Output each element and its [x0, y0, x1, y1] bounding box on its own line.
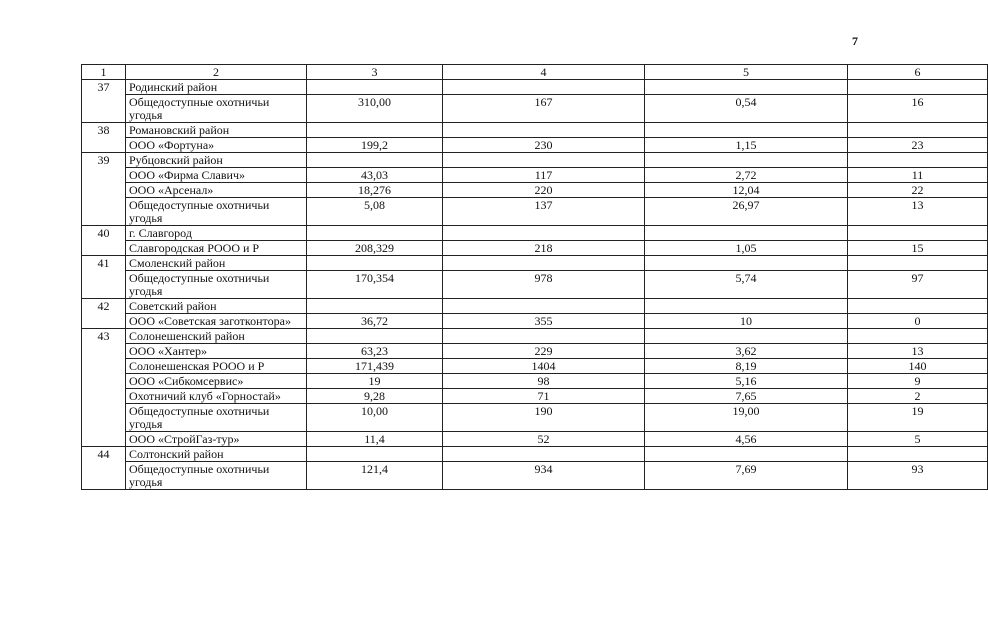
empty-cell — [848, 226, 988, 241]
table-row — [82, 271, 988, 299]
empty-cell — [307, 299, 443, 314]
empty-cell — [307, 153, 443, 168]
value-col-6: 5 — [848, 432, 988, 447]
empty-cell — [443, 226, 645, 241]
value-col-4: 229 — [443, 344, 645, 359]
row-number: 42 — [82, 299, 126, 329]
value-col-4: 355 — [443, 314, 645, 329]
organization-name: Охотничий клуб «Горностай» — [126, 389, 307, 404]
value-col-6: 23 — [848, 138, 988, 153]
empty-cell — [848, 153, 988, 168]
value-col-4: 52 — [443, 432, 645, 447]
column-header: 6 — [848, 65, 988, 80]
value-col-3: 10,00 — [307, 404, 443, 432]
value-col-5: 1,05 — [645, 241, 848, 256]
table-row — [82, 95, 988, 123]
district-row — [82, 80, 988, 95]
empty-cell — [307, 256, 443, 271]
table-row — [82, 432, 988, 447]
empty-cell — [443, 256, 645, 271]
value-col-5: 19,00 — [645, 404, 848, 432]
value-col-4: 218 — [443, 241, 645, 256]
page-number: 7 — [852, 34, 858, 48]
empty-cell — [307, 80, 443, 95]
district-name: Смоленский район — [126, 256, 307, 271]
value-col-4: 137 — [443, 198, 645, 226]
empty-cell — [307, 226, 443, 241]
district-name: г. Славгород — [126, 226, 307, 241]
value-col-4: 934 — [443, 462, 645, 490]
table-row — [82, 198, 988, 226]
value-col-3: 18,276 — [307, 183, 443, 198]
value-col-4: 230 — [443, 138, 645, 153]
table-row — [82, 183, 988, 198]
value-col-3: 310,00 — [307, 95, 443, 123]
value-col-4: 117 — [443, 168, 645, 183]
district-name: Романовский район — [126, 123, 307, 138]
organization-name: ООО «Фортуна» — [126, 138, 307, 153]
value-col-3: 9,28 — [307, 389, 443, 404]
district-name: Солтонский район — [126, 447, 307, 462]
value-col-5: 7,65 — [645, 389, 848, 404]
empty-cell — [848, 80, 988, 95]
hunting-grounds-table — [81, 64, 988, 490]
district-name: Рубцовский район — [126, 153, 307, 168]
table-row — [82, 314, 988, 329]
row-number: 44 — [82, 447, 126, 490]
column-header: 1 — [82, 65, 126, 80]
empty-cell — [848, 329, 988, 344]
table-row — [82, 241, 988, 256]
value-col-3: 11,4 — [307, 432, 443, 447]
district-row — [82, 226, 988, 241]
empty-cell — [307, 123, 443, 138]
value-col-5: 2,72 — [645, 168, 848, 183]
value-col-5: 12,04 — [645, 183, 848, 198]
value-col-5: 5,74 — [645, 271, 848, 299]
value-col-4: 98 — [443, 374, 645, 389]
empty-cell — [645, 256, 848, 271]
value-col-6: 16 — [848, 95, 988, 123]
empty-cell — [848, 123, 988, 138]
organization-name: ООО «Советская заготконтора» — [126, 314, 307, 329]
value-col-6: 97 — [848, 271, 988, 299]
value-col-4: 220 — [443, 183, 645, 198]
value-col-5: 10 — [645, 314, 848, 329]
value-col-6: 15 — [848, 241, 988, 256]
column-header: 5 — [645, 65, 848, 80]
organization-name: Славгородская РООО и Р — [126, 241, 307, 256]
value-col-6: 0 — [848, 314, 988, 329]
value-col-4: 1404 — [443, 359, 645, 374]
value-col-5: 7,69 — [645, 462, 848, 490]
organization-name: ООО «СтройГаз-тур» — [126, 432, 307, 447]
value-col-3: 199,2 — [307, 138, 443, 153]
empty-cell — [443, 80, 645, 95]
value-col-5: 5,16 — [645, 374, 848, 389]
table-body — [82, 65, 988, 490]
empty-cell — [307, 329, 443, 344]
empty-cell — [848, 447, 988, 462]
organization-name: Общедоступные охотничьи угодья — [126, 271, 307, 299]
row-number: 41 — [82, 256, 126, 299]
column-number-row — [82, 65, 988, 80]
value-col-3: 121,4 — [307, 462, 443, 490]
organization-name: ООО «Хантер» — [126, 344, 307, 359]
value-col-6: 93 — [848, 462, 988, 490]
row-number: 40 — [82, 226, 126, 256]
organization-name: ООО «Сибкомсервис» — [126, 374, 307, 389]
value-col-6: 2 — [848, 389, 988, 404]
value-col-6: 22 — [848, 183, 988, 198]
table-row — [82, 344, 988, 359]
empty-cell — [848, 299, 988, 314]
row-number: 43 — [82, 329, 126, 447]
value-col-6: 13 — [848, 198, 988, 226]
value-col-3: 171,439 — [307, 359, 443, 374]
value-col-3: 43,03 — [307, 168, 443, 183]
column-header: 2 — [126, 65, 307, 80]
value-col-3: 63,23 — [307, 344, 443, 359]
empty-cell — [443, 299, 645, 314]
value-col-4: 978 — [443, 271, 645, 299]
district-name: Родинский район — [126, 80, 307, 95]
district-name: Советский район — [126, 299, 307, 314]
column-header: 4 — [443, 65, 645, 80]
empty-cell — [307, 447, 443, 462]
organization-name: ООО «Фирма Славич» — [126, 168, 307, 183]
table-row — [82, 359, 988, 374]
value-col-3: 36,72 — [307, 314, 443, 329]
value-col-3: 5,08 — [307, 198, 443, 226]
value-col-6: 19 — [848, 404, 988, 432]
value-col-6: 140 — [848, 359, 988, 374]
table-row — [82, 168, 988, 183]
district-row — [82, 447, 988, 462]
row-number: 38 — [82, 123, 126, 153]
value-col-6: 13 — [848, 344, 988, 359]
empty-cell — [443, 447, 645, 462]
value-col-3: 19 — [307, 374, 443, 389]
empty-cell — [645, 299, 848, 314]
empty-cell — [848, 256, 988, 271]
table-row — [82, 374, 988, 389]
value-col-4: 167 — [443, 95, 645, 123]
organization-name: Общедоступные охотничьи угодья — [126, 462, 307, 490]
organization-name: ООО «Арсенал» — [126, 183, 307, 198]
value-col-6: 9 — [848, 374, 988, 389]
row-number: 37 — [82, 80, 126, 123]
value-col-4: 190 — [443, 404, 645, 432]
empty-cell — [645, 123, 848, 138]
value-col-5: 8,19 — [645, 359, 848, 374]
district-row — [82, 153, 988, 168]
empty-cell — [645, 447, 848, 462]
empty-cell — [645, 329, 848, 344]
table-row — [82, 389, 988, 404]
empty-cell — [443, 329, 645, 344]
table-row — [82, 138, 988, 153]
organization-name: Общедоступные охотничьи угодья — [126, 404, 307, 432]
value-col-5: 3,62 — [645, 344, 848, 359]
district-row — [82, 299, 988, 314]
district-name: Солонешенский район — [126, 329, 307, 344]
value-col-5: 1,15 — [645, 138, 848, 153]
row-number: 39 — [82, 153, 126, 226]
table-row — [82, 462, 988, 490]
organization-name: Солонешенская РООО и Р — [126, 359, 307, 374]
value-col-3: 208,329 — [307, 241, 443, 256]
district-row — [82, 123, 988, 138]
empty-cell — [645, 153, 848, 168]
table-row — [82, 404, 988, 432]
value-col-3: 170,354 — [307, 271, 443, 299]
empty-cell — [645, 80, 848, 95]
district-row — [82, 329, 988, 344]
empty-cell — [645, 226, 848, 241]
value-col-6: 11 — [848, 168, 988, 183]
district-row — [82, 256, 988, 271]
value-col-5: 0,54 — [645, 95, 848, 123]
value-col-4: 71 — [443, 389, 645, 404]
value-col-5: 26,97 — [645, 198, 848, 226]
empty-cell — [443, 153, 645, 168]
empty-cell — [443, 123, 645, 138]
organization-name: Общедоступные охотничьи угодья — [126, 198, 307, 226]
organization-name: Общедоступные охотничьи угодья — [126, 95, 307, 123]
value-col-5: 4,56 — [645, 432, 848, 447]
column-header: 3 — [307, 65, 443, 80]
